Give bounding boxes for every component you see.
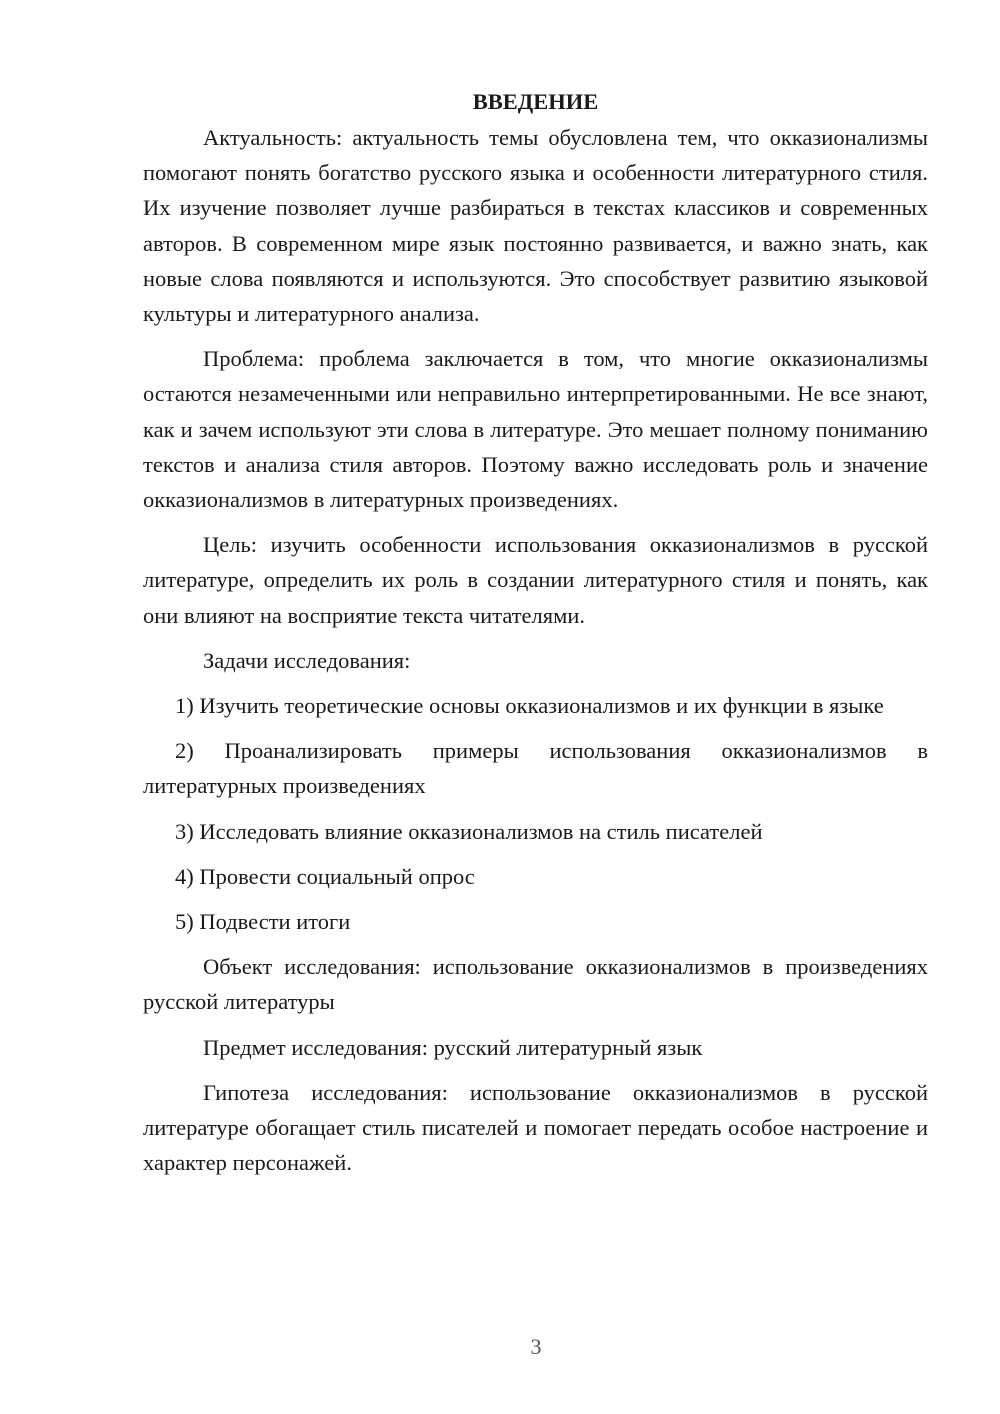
goal-paragraph: Цель: изучить особенности использования окказионализмов в русской литературе, определить их роль в создании литературного стиля и понять, как они влияют на восприятие текста читателями. [143,532,928,628]
problem-paragraph: Проблема: проблема заключается в том, что многие окказионализмы остаются незамеченными или неправильно интерпретированными. Не все знают, как и зачем используют эти слова в литературе. Это мешает полному пониманию текстов и анализа стиля авторов. Поэтому важно исследовать роль и значение окказионализмов в литературных произведениях. [143,346,928,513]
task-item-3: 3) Исследовать влияние окказионализмов на стиль писателей [175,818,763,844]
subject-paragraph: Предмет исследования: русский литературный язык [203,1034,703,1060]
task-item-5: 5) Подвести итоги [175,909,351,935]
page-title: ВВЕДЕНИЕ [472,89,599,114]
task-item-4: 4) Провести социальный опрос [175,863,475,889]
document-page [143,88,928,1190]
task-item-2: 2) Проанализировать примеры использования окказионализмов в литературных произведениях [143,738,928,799]
task-item-1: 1) Изучить теоретические основы окказионализмов и их функции в языке [175,693,884,719]
hypothesis-paragraph: Гипотеза исследования: использование окказионализмов в русской литературе обогащает стиль писателей и помогает передать особое настроение и характер персонажей. [143,1079,928,1176]
object-paragraph: Объект исследования: использование окказионализмов в произведениях русской литературы [143,954,928,1015]
tasks-heading: Задачи исследования: [203,647,411,673]
relevance-paragraph: Актуальность: актуальность темы обусловлена тем, что окказионализмы помогают понять богатство русского языка и особенности литературного стиля. Их изучение позволяет лучше разбираться в текстах классиков и современных авторов. В современном мире язык постоянно развивается, и важно знать, как новые слова появляются и используются. Это способствует развитию языковой культуры и литературного анализа. [143,125,928,327]
page-number: 3 [530,1334,542,1359]
